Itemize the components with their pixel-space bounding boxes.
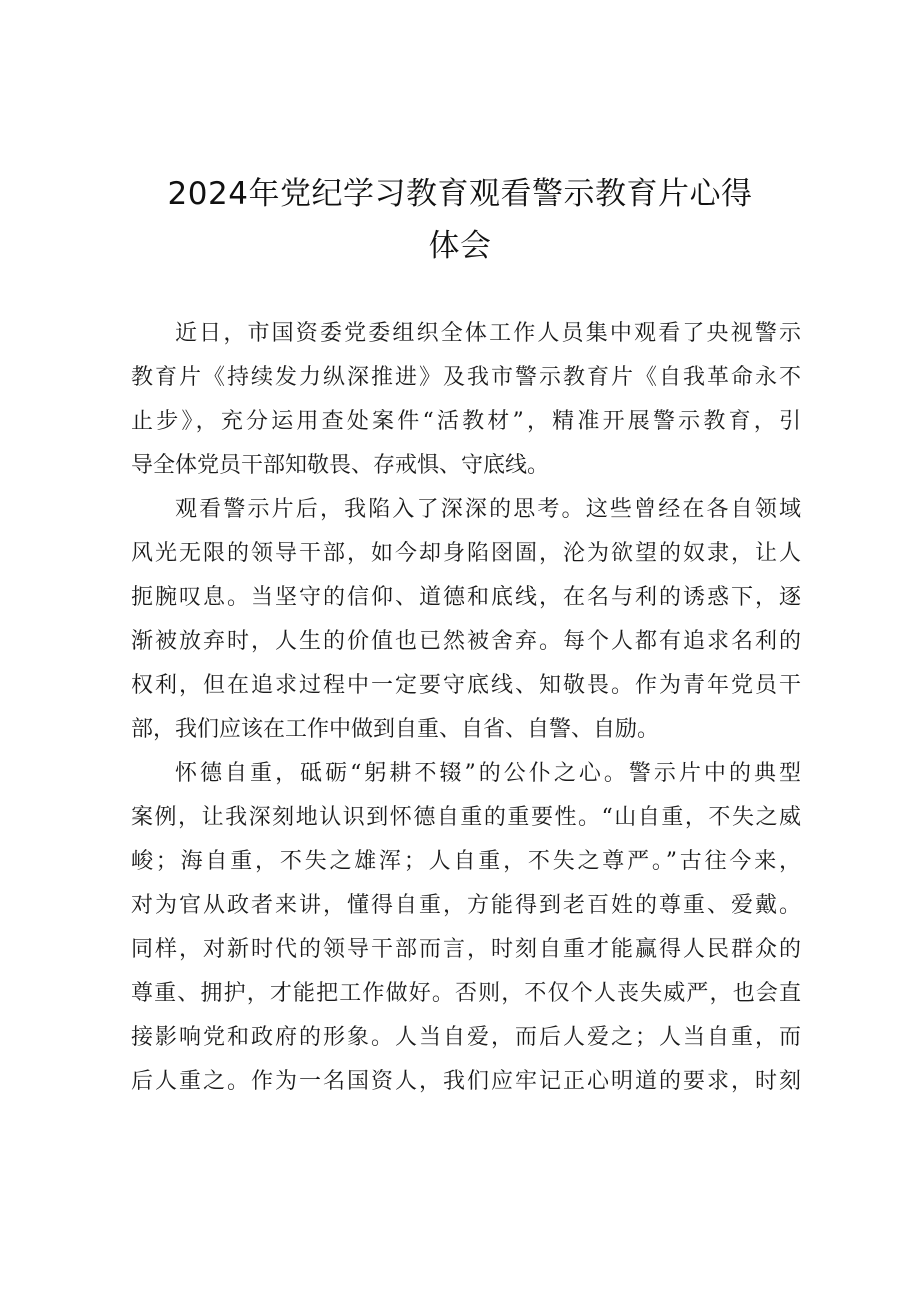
text-line: 风光无限的领导干部，如今却身陷囹圄，沦为欲望的奴隶，让人 (131, 541, 801, 566)
text-line: 接影响党和政府的形象。人当自爱，而后人爱之；人当自重，而 (131, 1025, 801, 1050)
document-body (131, 312, 801, 1104)
text-line: 对为官从政者来讲，懂得自重，方能得到老百姓的尊重、爱戴。 (131, 893, 801, 918)
title-line-2: 体会 (428, 228, 492, 264)
text-line: 近日，市国资委党委组织全体工作人员集中观看了央视警示 (175, 321, 801, 346)
text-line: 后人重之。作为一名国资人，我们应牢记正心明道的要求，时刻 (131, 1069, 801, 1094)
text-line: 怀德自重，砥砺“躬耕不辍”的公仆之心。警示片中的典型 (175, 761, 801, 786)
text-line: 教育片《持续发力纵深推进》及我市警示教育片《自我革命永不 (131, 365, 801, 390)
text-line: 导全体党员干部知敬畏、存戒惧、守底线。 (131, 453, 550, 478)
paragraph-2 (131, 488, 801, 752)
paragraph-3 (131, 752, 801, 1104)
text-line: 案例，让我深刻地认识到怀德自重的重要性。“山自重，不失之威 (131, 805, 801, 830)
text-line: 部，我们应该在工作中做到自重、自省、自警、自励。 (131, 717, 660, 742)
title-line-1: 2024年党纪学习教育观看警示教育片心得 (167, 176, 753, 212)
document-title (120, 168, 800, 272)
text-line: 峻；海自重，不失之雄浑；人自重，不失之尊严。”古往今来， (131, 849, 801, 874)
text-line: 扼腕叹息。当坚守的信仰、道德和底线，在名与利的诱惑下，逐 (131, 585, 801, 610)
text-line: 观看警示片后，我陷入了深深的思考。这些曾经在各自领域 (175, 497, 801, 522)
text-line: 止步》，充分运用查处案件“活教材”，精准开展警示教育，引 (131, 409, 801, 434)
text-line: 尊重、拥护，才能把工作做好。否则，不仅个人丧失威严，也会直 (131, 981, 801, 1006)
text-line: 权利，但在追求过程中一定要守底线、知敬畏。作为青年党员干 (131, 673, 801, 698)
text-line: 渐被放弃时，人生的价值也已然被舍弃。每个人都有追求名利的 (131, 629, 801, 654)
paragraph-1 (131, 312, 801, 488)
text-line: 同样，对新时代的领导干部而言，时刻自重才能赢得人民群众的 (131, 937, 801, 962)
